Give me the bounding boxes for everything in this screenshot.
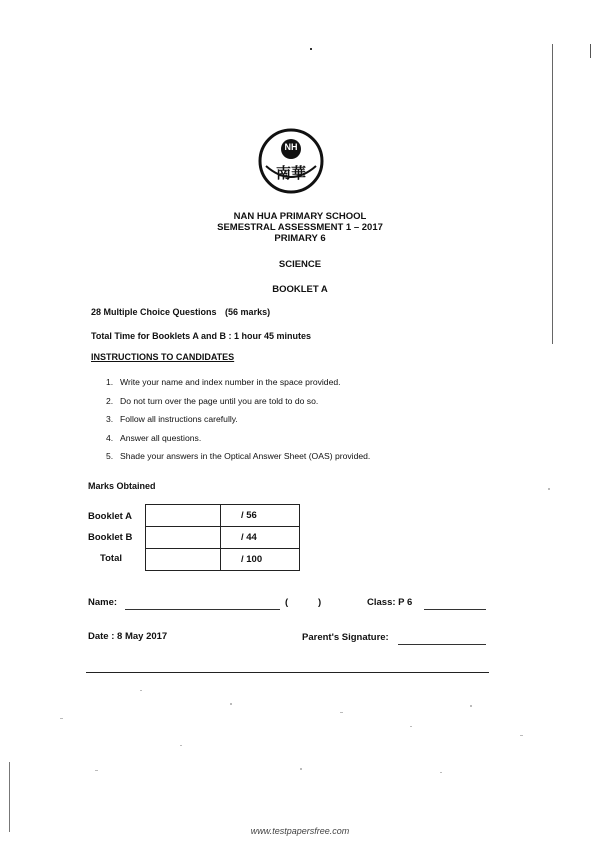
date-text: Date : 8 May 2017: [88, 631, 168, 642]
instructions-heading: INSTRUCTIONS TO CANDIDATES: [91, 352, 235, 362]
marks-row-label: Booklet B: [88, 532, 133, 543]
marks-total-cell: / 44: [221, 527, 300, 549]
instructions-list: [106, 373, 526, 466]
marks-count-text: (56 marks): [225, 307, 271, 317]
marks-total-cell: / 56: [221, 505, 300, 527]
scan-noise: [440, 772, 442, 773]
logo-top-text: NH: [284, 142, 298, 152]
marks-score-cell[interactable]: [146, 549, 221, 571]
booklet-title: BOOKLET A: [272, 284, 328, 295]
scan-dot: [310, 48, 312, 50]
scan-noise: [548, 488, 550, 490]
footer-watermark: www.testpapersfree.com: [250, 826, 350, 836]
table-row: [146, 505, 300, 527]
scan-noise: [470, 705, 472, 707]
scan-noise: [95, 770, 98, 771]
scan-noise: [60, 718, 63, 719]
instruction-item: 3. Follow all instructions carefully.: [106, 414, 238, 424]
scan-noise: [340, 712, 343, 713]
class-label: Class: P 6: [367, 597, 413, 608]
marks-obtained-heading: Marks Obtained: [88, 481, 156, 491]
marks-score-cell[interactable]: [146, 527, 221, 549]
instruction-item: 1. Write your name and index number in the space provided.: [106, 377, 341, 387]
scan-edge-mark-right: [590, 44, 591, 58]
marks-score-cell[interactable]: [146, 505, 221, 527]
logo-bottom-text: 南華: [275, 164, 306, 182]
scan-noise: [230, 703, 232, 705]
scan-edge-line-right: [552, 44, 553, 344]
scan-edge-line-left: [9, 762, 10, 832]
question-count: [91, 307, 270, 317]
assessment-title: SEMESTRAL ASSESSMENT 1 – 2017: [217, 222, 383, 233]
name-label: Name:: [88, 597, 118, 608]
instruction-item: 4. Answer all questions.: [106, 432, 202, 443]
parent-signature-label: Parent's Signature:: [302, 632, 389, 643]
index-number-field[interactable]: [292, 597, 312, 609]
school-logo: [258, 128, 324, 194]
instruction-item: 2. Do not turn over the page until you are told to do so.: [106, 395, 319, 406]
level-title: PRIMARY 6: [274, 233, 326, 244]
scan-noise: [520, 735, 523, 736]
marks-row-label: Booklet A: [88, 511, 132, 522]
name-field[interactable]: [125, 609, 280, 610]
index-paren-open: (: [285, 597, 289, 608]
table-row: [146, 549, 300, 571]
marks-table-labels: [88, 506, 144, 569]
scan-noise: [300, 768, 302, 770]
scan-noise: [410, 726, 412, 727]
page-divider: [86, 672, 489, 673]
question-count-text: 28 Multiple Choice Questions: [91, 307, 217, 317]
logo-emblem-icon: [258, 128, 324, 194]
subject-title: SCIENCE: [278, 259, 322, 270]
instruction-item: 5. Shade your answers in the Optical Answer Sheet (OAS) provided.: [106, 451, 371, 461]
marks-table: [145, 504, 300, 571]
parent-signature-field[interactable]: [398, 644, 486, 645]
scan-noise: [180, 745, 182, 746]
marks-total-cell: / 100: [221, 549, 300, 571]
school-name: NAN HUA PRIMARY SCHOOL: [233, 211, 367, 222]
class-field[interactable]: [424, 609, 486, 610]
total-time: Total Time for Booklets A and B : 1 hour 45 minutes: [91, 331, 312, 341]
table-row: [146, 527, 300, 549]
scan-noise: [140, 690, 142, 691]
marks-row-label: Total: [100, 553, 122, 564]
index-paren-close: ): [318, 597, 322, 608]
